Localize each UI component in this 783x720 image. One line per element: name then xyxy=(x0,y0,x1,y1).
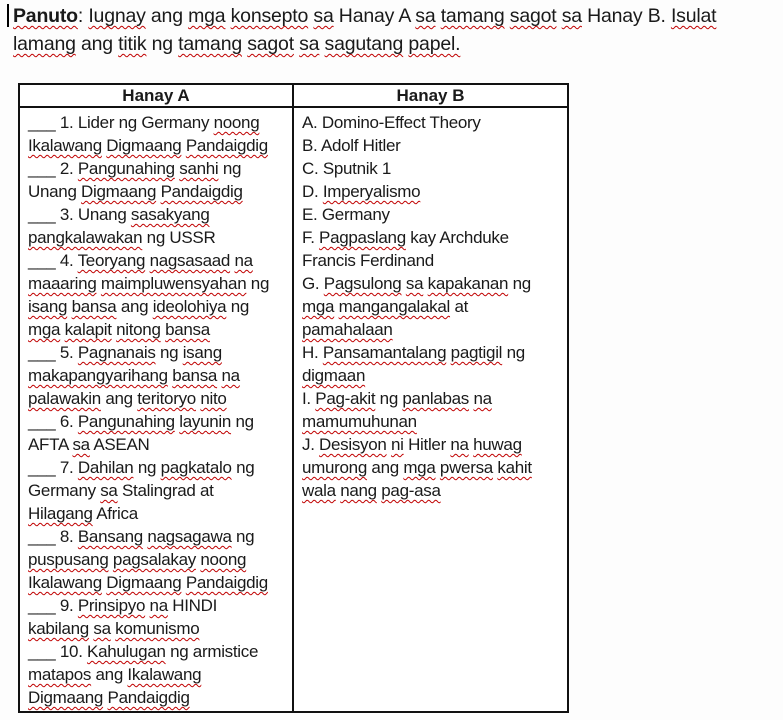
text-line: mga mangangalakal at xyxy=(302,297,469,316)
text-line xyxy=(28,571,289,594)
misspelled-word: Hilagang xyxy=(28,504,93,523)
hanay-b-cell xyxy=(294,108,567,711)
misspelled-word: Ikalawang xyxy=(127,665,202,684)
misspelled-word: sagutang xyxy=(324,33,404,55)
text-line xyxy=(28,617,289,640)
hanay-b-item-2 xyxy=(302,134,564,157)
misspelled-word: pagsalakay xyxy=(112,550,196,569)
misspelled-word: bansa xyxy=(165,320,210,339)
text-line: F. Pagpaslang kay Archduke xyxy=(302,228,509,247)
misspelled-word: sagot xyxy=(509,5,557,27)
text-line xyxy=(302,364,564,387)
misspelled-word: kapakanan xyxy=(427,274,509,293)
misspelled-word: Ikalawang xyxy=(28,573,102,592)
text-line: E. Germany xyxy=(302,205,390,224)
text-line: ___ 3. Unang sasakyang xyxy=(28,205,210,224)
text-line: Unang Digmaang Pandaigdig xyxy=(28,182,243,201)
misspelled-word: nang xyxy=(340,481,377,500)
hanay-a-cell xyxy=(20,108,294,711)
misspelled-word: pagtigil xyxy=(450,343,503,362)
misspelled-word: digmaan xyxy=(302,366,366,385)
misspelled-word: titik xyxy=(118,33,147,55)
misspelled-word: Pangunahing xyxy=(77,159,175,178)
misspelled-word: kabilang xyxy=(28,619,89,638)
text-line xyxy=(28,318,289,341)
misspelled-word: nitong xyxy=(116,320,161,339)
misspelled-word: ni xyxy=(391,435,404,454)
misspelled-word: maaaring xyxy=(28,274,97,293)
misspelled-word: nagsasaad xyxy=(149,251,231,270)
text-line: maaaring maimpluwensyahan ng xyxy=(28,274,270,293)
misspelled-word: maimpluwensyahan xyxy=(100,274,247,293)
misspelled-word: sasakyang xyxy=(130,205,210,224)
text-line: ___ 1. Lider ng Germany noong xyxy=(28,113,260,132)
text-line xyxy=(28,134,289,157)
misspelled-word: pwersa xyxy=(439,458,493,477)
misspelled-word: kahit xyxy=(497,458,532,477)
misspelled-word: mga xyxy=(403,458,436,477)
misspelled-word: Iugnay xyxy=(88,5,146,27)
text-line: Hilagang Africa xyxy=(28,504,138,523)
misspelled-word: sa xyxy=(561,5,582,27)
misspelled-word: Pandaigdig xyxy=(107,688,190,707)
text-line: J. Desisyon ni Hitler na huwag xyxy=(302,435,522,454)
hanay-a-item-6 xyxy=(28,410,289,456)
misspelled-word: Pandaigdig xyxy=(160,182,243,201)
misspelled-word: bansa xyxy=(71,297,117,316)
misspelled-word: Pansamantalang xyxy=(322,343,447,362)
text-line xyxy=(28,364,289,387)
text-line: ___ 4. Teoryang nagsasaad na xyxy=(28,251,253,270)
text-line: ___ 9. Prinsipyo na HINDI xyxy=(28,596,218,615)
hanay-a-item-4 xyxy=(28,249,289,341)
misspelled-word: tamang xyxy=(440,5,505,27)
misspelled-word: makapangyarihang xyxy=(28,366,168,385)
text-line: ___ 7. Dahilan ng pagkatalo ng xyxy=(28,458,255,477)
hanay-b-item-10 xyxy=(302,433,564,502)
misspelled-word: layunin xyxy=(179,412,232,431)
misspelled-word: nagsagawa xyxy=(147,527,232,546)
misspelled-word: Dahilan xyxy=(77,458,134,477)
misspelled-word: sa xyxy=(93,619,111,638)
misspelled-word: Pagnanais xyxy=(77,343,156,362)
misspelled-word: Pag-akit xyxy=(315,389,376,408)
text-line xyxy=(28,686,289,709)
hanay-a-item-10 xyxy=(28,640,289,709)
text-line: umurong ang mga pwersa kahit xyxy=(302,458,532,477)
text-line: ___ 2. Pangunahing sanhi ng xyxy=(28,159,242,178)
misspelled-word: lamang xyxy=(13,33,76,55)
text-line: pangkalawakan ng USSR xyxy=(28,228,216,247)
misspelled-word: Pagsulong xyxy=(323,274,402,293)
misspelled-word: na xyxy=(234,251,253,270)
misspelled-word: noong xyxy=(213,113,260,132)
misspelled-word: nito xyxy=(200,389,227,408)
text-line xyxy=(302,318,564,341)
misspelled-word: Prinsipyo xyxy=(77,596,146,615)
misspelled-word: papel. xyxy=(408,33,461,55)
misspelled-word: Pagpaslang xyxy=(319,228,406,247)
text-line: B. Adolf Hitler xyxy=(302,136,401,155)
misspelled-word: kalapit xyxy=(64,320,112,339)
text-line: palawakin ang teritoryo nito xyxy=(28,389,227,408)
hanay-a-item-2 xyxy=(28,157,289,203)
misspelled-word: na xyxy=(221,366,240,385)
misspelled-word: umurong xyxy=(302,458,367,477)
misspelled-word: sanhi xyxy=(179,159,219,178)
hanay-b-item-1 xyxy=(302,111,564,134)
misspelled-word: mga xyxy=(302,297,335,316)
text-line: A. Domino-Effect Theory xyxy=(302,113,481,132)
misspelled-word: Panuto xyxy=(13,5,78,27)
misspelled-word: Desisyon xyxy=(319,435,387,454)
misspelled-word: Digmaang xyxy=(81,182,157,201)
text-line: I. Pag-akit ng panlabas na xyxy=(302,389,492,408)
text-line: C. Sputnik 1 xyxy=(302,159,392,178)
misspelled-word: matapos xyxy=(28,665,92,684)
hanay-a-item-8 xyxy=(28,525,289,594)
misspelled-word: ideolohiya xyxy=(152,297,227,316)
instructions xyxy=(13,2,779,58)
misspelled-word: Ikalawang xyxy=(28,136,102,155)
hanay-b-item-7 xyxy=(302,272,564,341)
misspelled-word: bansa xyxy=(172,366,218,385)
text-line: Francis Ferdinand xyxy=(302,251,434,270)
hanay-b-item-6 xyxy=(302,226,564,272)
hanay-a-item-1 xyxy=(28,111,289,157)
hanay-b-item-5 xyxy=(302,203,564,226)
misspelled-word: sa xyxy=(100,481,118,500)
misspelled-word: isang xyxy=(28,297,68,316)
misspelled-word: puspusang xyxy=(28,550,109,569)
matching-table xyxy=(18,83,569,713)
text-line: isang bansa ang ideolohiya ng xyxy=(28,297,250,316)
text-line: matapos ang Ikalawang xyxy=(28,665,202,684)
instruction-line: Panuto: Iugnay ang mga konsepto sa Hanay A sa tamang sagot sa Hanay B. Isulat xyxy=(13,5,717,27)
misspelled-word: na xyxy=(149,596,168,615)
hanay-b-item-3 xyxy=(302,157,564,180)
misspelled-word: mga xyxy=(188,5,226,27)
misspelled-word: wala xyxy=(302,481,336,500)
misspelled-word: Pangunahing xyxy=(77,412,175,431)
text-line: ___ 5. Pagnanais ng isang xyxy=(28,343,222,362)
hanay-b-header: Hanay B xyxy=(294,85,567,108)
misspelled-word: na xyxy=(450,435,469,454)
misspelled-word: pamahalaan xyxy=(302,320,393,339)
misspelled-word: sa xyxy=(415,5,436,27)
misspelled-word: Imperyalismo xyxy=(322,182,421,201)
misspelled-word: palawakin xyxy=(28,389,101,408)
text-line: ___ 6. Pangunahing layunin ng xyxy=(28,412,254,431)
misspelled-word: sa xyxy=(72,435,90,454)
misspelled-word: Digmaang xyxy=(28,688,104,707)
misspelled-word: isang xyxy=(182,343,222,362)
misspelled-word: mangangalakal xyxy=(338,297,451,316)
misspelled-word: komunismo xyxy=(115,619,200,638)
misspelled-word: konsepto xyxy=(230,5,309,27)
text-line xyxy=(302,410,564,433)
hanay-b-item-8 xyxy=(302,341,564,387)
misspelled-word: Kahulugan xyxy=(87,642,166,661)
misspelled-word: sa xyxy=(405,274,424,293)
text-line: ___ 8. Bansang nagsagawa ng xyxy=(28,527,255,546)
hanay-a-header: Hanay A xyxy=(20,85,294,108)
misspelled-word: Pandaigdig xyxy=(185,136,268,155)
hanay-a-item-9 xyxy=(28,594,289,640)
misspelled-word: pagkatalo xyxy=(160,458,232,477)
text-line: D. Imperyalismo xyxy=(302,182,421,201)
text-cursor xyxy=(7,4,9,27)
hanay-a-item-3 xyxy=(28,203,289,249)
misspelled-word: Teoryang xyxy=(77,251,146,270)
misspelled-word: pangkalawakan xyxy=(28,228,143,247)
misspelled-word: teritoryo xyxy=(137,389,196,408)
misspelled-word: panlabas xyxy=(402,389,470,408)
instruction-line: lamang ang titik ng tamang sagot sa sagutang papel. xyxy=(13,33,461,55)
misspelled-word: Digmaang xyxy=(106,136,182,155)
misspelled-word: pag-asa xyxy=(381,481,441,500)
misspelled-word: Isulat xyxy=(670,5,717,27)
misspelled-word: na xyxy=(473,389,492,408)
misspelled-word: Digmaang xyxy=(106,573,182,592)
hanay-b-item-9 xyxy=(302,387,564,433)
misspelled-word: noong xyxy=(200,550,247,569)
misspelled-word: sa xyxy=(313,5,334,27)
misspelled-word: Pandaigdig xyxy=(185,573,268,592)
text-line: G. Pagsulong sa kapakanan ng xyxy=(302,274,531,293)
misspelled-word: sagot xyxy=(247,33,294,55)
text-line: AFTA sa ASEAN xyxy=(28,435,150,454)
text-line xyxy=(302,479,564,502)
misspelled-word: mamumuhunan xyxy=(302,412,417,431)
hanay-a-item-7 xyxy=(28,456,289,525)
hanay-a-item-5 xyxy=(28,341,289,410)
text-line: H. Pansamantalang pagtigil ng xyxy=(302,343,525,362)
misspelled-word: sa xyxy=(299,33,320,55)
misspelled-word: huwag xyxy=(473,435,522,454)
text-line: ___ 10. Kahulugan ng armistice xyxy=(28,642,259,661)
text-line xyxy=(28,548,289,571)
text-line: Germany sa Stalingrad at xyxy=(28,481,214,500)
misspelled-word: mga xyxy=(28,320,61,339)
misspelled-word: Bansang xyxy=(77,527,143,546)
hanay-b-item-4 xyxy=(302,180,564,203)
misspelled-word: tamang xyxy=(178,33,242,55)
